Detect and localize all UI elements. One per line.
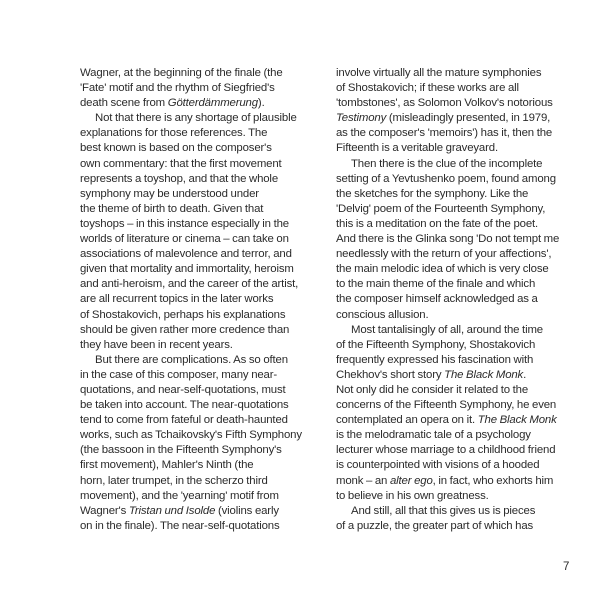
text-segment: But there are complications. As so often — [95, 353, 288, 366]
text-line — [336, 277, 586, 292]
text-segment: is counterpointed with visions of a hooded — [336, 459, 540, 472]
text-line — [336, 262, 586, 277]
text-segment: involve virtually all the mature symphonies — [336, 67, 542, 79]
text-segment: worlds of literature or cinema – can take on — [80, 233, 289, 246]
paragraph-start-line — [336, 504, 586, 519]
text-line — [80, 323, 320, 338]
text-segment: lecturer whose marriage to a childhood friend — [336, 444, 556, 457]
text-line — [80, 519, 320, 534]
text-line — [80, 96, 320, 111]
text-line — [80, 458, 320, 473]
text-line — [336, 428, 586, 443]
text-segment: horn, later trumpet, in the scherzo third — [80, 474, 268, 487]
text-line — [80, 474, 320, 489]
text-segment: (misleadingly presented, in 1979, — [386, 112, 551, 125]
text-segment: symphony may be understood under — [80, 187, 259, 200]
text-segment: works, such as Tchaikovsky's Fifth Symphony — [80, 429, 302, 442]
text-segment: associations of malevolence and terror, and — [80, 248, 292, 261]
text-line — [336, 202, 586, 217]
text-line — [336, 308, 586, 323]
text-line — [336, 413, 586, 428]
text-line — [80, 232, 320, 247]
text-line — [336, 66, 586, 81]
text-segment: 'Delvig' poem of the Fourteenth Symphony, — [336, 202, 546, 215]
paragraph-start-line — [336, 157, 586, 172]
paragraph-start-line — [336, 323, 586, 338]
text-line — [80, 428, 320, 443]
italic-title-text: Testimony — [336, 112, 387, 125]
italic-title-text: The Black Monk — [444, 368, 524, 381]
text-segment: 'Fate' motif and the rhythm of Siegfried's — [80, 82, 275, 95]
text-segment: quotations, and near-self-quotations, must — [80, 383, 286, 396]
text-segment: And still, all that this gives us is pieces — [351, 504, 536, 517]
text-segment: concerns of the Fifteenth Symphony, he even — [336, 399, 557, 412]
paragraph-start-line — [80, 353, 320, 368]
text-segment: of a puzzle, the greater part of which has — [336, 519, 534, 532]
text-segment: Then there is the clue of the incomplete — [351, 157, 543, 170]
text-segment: contemplated an opera on it. — [336, 414, 478, 427]
text-segment: needlessly with the return of your affections', — [336, 248, 552, 261]
text-line — [80, 292, 320, 307]
text-segment: Most tantalisingly of all, around the time — [351, 323, 543, 336]
text-line — [80, 141, 320, 156]
text-line — [80, 338, 320, 353]
text-segment: , in fact, who exhorts him — [432, 474, 554, 487]
text-line — [336, 383, 586, 398]
text-segment: is the melodramatic tale of a psychology — [336, 429, 531, 442]
text-segment: own commentary: that the first movement — [80, 157, 282, 170]
text-line — [336, 353, 586, 368]
text-line — [336, 458, 586, 473]
text-segment: the theme of birth to death. Given that — [80, 202, 264, 215]
text-segment: to believe in his own greatness. — [336, 489, 489, 502]
text-segment: in the case of this composer, many near- — [80, 368, 278, 381]
text-line — [80, 443, 320, 458]
text-segment: best known is based on the composer's — [80, 142, 272, 155]
text-line — [80, 383, 320, 398]
text-line — [336, 81, 586, 96]
right-text-column — [336, 66, 586, 534]
text-segment: Not that there is any shortage of plausible — [95, 112, 297, 125]
text-line — [336, 247, 586, 262]
page-number: 7 — [563, 561, 570, 573]
italic-title-text: The Black Monk — [477, 414, 557, 427]
text-segment: . — [523, 368, 527, 381]
text-segment: should be given rather more credence than — [80, 323, 290, 336]
text-segment: of Shostakovich; if these works are all — [336, 82, 519, 95]
text-line — [80, 81, 320, 96]
text-segment: monk – an — [336, 474, 390, 487]
text-segment: first movement), Mahler's Ninth (the — [80, 459, 254, 472]
text-line — [80, 368, 320, 383]
text-line — [80, 398, 320, 413]
text-segment: Wagner, at the beginning of the finale (the — [80, 67, 283, 79]
text-line — [80, 187, 320, 202]
text-segment: of the Fifteenth Symphony, Shostakovich — [336, 338, 536, 351]
text-line — [80, 172, 320, 187]
text-segment: Wagner's — [80, 504, 129, 517]
text-line — [336, 187, 586, 202]
text-line — [80, 217, 320, 232]
text-line — [336, 141, 586, 156]
text-line — [80, 277, 320, 292]
text-segment: and anti-heroism, and the career of the artist, — [80, 278, 299, 291]
text-segment: Chekhov's short story — [336, 368, 445, 381]
text-segment: on in the finale). The near-self-quotations — [80, 519, 280, 532]
text-segment: 'tombstones', as Solomon Volkov's notorious — [336, 97, 553, 110]
text-line — [80, 157, 320, 172]
text-line — [80, 126, 320, 141]
text-segment: are all recurrent topics in the later works — [80, 293, 274, 306]
text-segment: conscious allusion. — [336, 308, 429, 321]
text-line — [80, 308, 320, 323]
text-line — [336, 217, 586, 232]
text-segment: (violins early — [215, 504, 279, 517]
text-segment: given that mortality and immortality, heroism — [80, 263, 294, 276]
text-segment: (the bassoon in the Fifteenth Symphony's — [80, 444, 282, 457]
text-segment: the composer himself acknowledged as a — [336, 293, 538, 306]
text-segment: represents a toyshop, and that the whole — [80, 172, 278, 185]
text-segment: they have been in recent years. — [80, 338, 233, 351]
text-line — [80, 247, 320, 262]
text-segment: And there is the Glinka song 'Do not tempt me — [336, 233, 560, 246]
text-segment: the sketches for the symphony. Like the — [336, 187, 529, 200]
text-line — [336, 126, 586, 141]
text-line — [336, 489, 586, 504]
text-segment: of Shostakovich, perhaps his explanations — [80, 308, 286, 321]
text-line — [336, 292, 586, 307]
text-line — [336, 443, 586, 458]
text-line — [336, 398, 586, 413]
text-line — [80, 202, 320, 217]
text-line — [80, 504, 320, 519]
text-line — [336, 172, 586, 187]
italic-title-text: Tristan und Isolde — [128, 504, 216, 517]
text-line — [80, 413, 320, 428]
text-line — [336, 338, 586, 353]
text-segment: the main melodic idea of which is very close — [336, 263, 549, 276]
left-text-column — [80, 66, 320, 534]
text-segment: setting of a Yevtushenko poem, found among — [336, 172, 556, 185]
text-segment: toyshops – in this instance especially in the — [80, 217, 289, 230]
text-line — [336, 232, 586, 247]
text-line — [80, 262, 320, 277]
text-segment: Not only did he consider it related to the — [336, 383, 529, 396]
text-segment: ). — [257, 97, 265, 110]
text-segment: Fifteenth is a veritable graveyard. — [336, 142, 498, 155]
paragraph-start-line — [80, 111, 320, 126]
text-segment: frequently expressed his fascination with — [336, 353, 534, 366]
italic-title-text: Götterdämmerung — [167, 97, 258, 110]
text-segment: explanations for those references. The — [80, 127, 268, 140]
text-line — [336, 111, 586, 126]
text-segment: movement), and the 'yearning' motif from — [80, 489, 279, 502]
text-segment: be taken into account. The near-quotations — [80, 399, 289, 412]
text-segment: death scene from — [80, 97, 168, 110]
text-line — [336, 368, 586, 383]
text-line — [336, 96, 586, 111]
text-line — [336, 474, 586, 489]
text-segment: to the main theme of the finale and which — [336, 278, 536, 291]
text-segment: this is a meditation on the fate of the poet. — [336, 217, 539, 230]
text-line — [80, 66, 320, 81]
text-line — [336, 519, 586, 534]
text-segment: as the composer's 'memoirs') has it, then the — [336, 127, 553, 140]
text-line — [80, 489, 320, 504]
text-segment: tend to come from fateful or death-haunted — [80, 414, 288, 427]
italic-title-text: alter ego — [389, 474, 433, 487]
